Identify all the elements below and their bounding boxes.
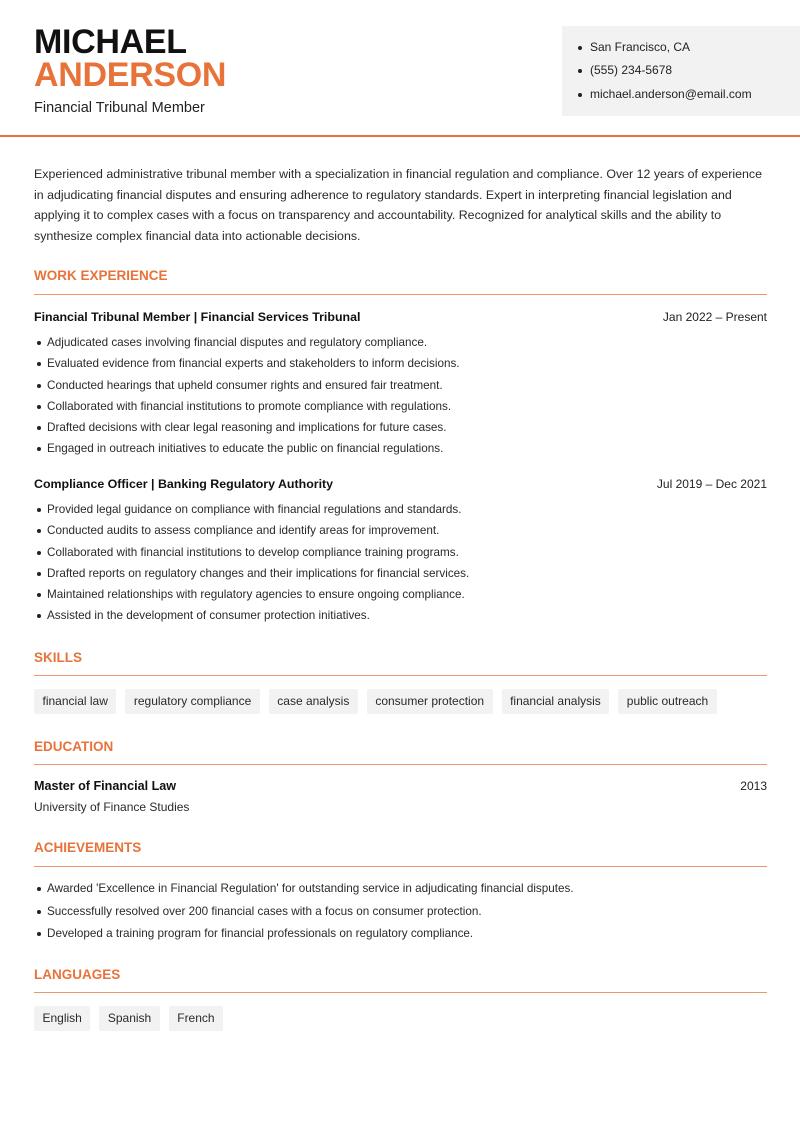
list-item: Drafted reports on regulatory changes and their implications for financial services. [34, 563, 469, 584]
divider [34, 764, 767, 765]
contact-phone: (555) 234-5678 [578, 63, 672, 77]
section-title-achievements: ACHIEVEMENTS [34, 840, 142, 855]
achievement-bullets [34, 878, 574, 946]
list-item: Maintained relationships with regulatory agencies to ensure ongoing compliance. [34, 584, 469, 605]
job-role: Financial Tribunal Member | Financial Services Tribunal [34, 310, 361, 324]
language-tag: Spanish [99, 1006, 159, 1031]
section-title-languages: LANGUAGES [34, 967, 121, 982]
last-name: ANDERSON [34, 56, 227, 94]
school: University of Finance Studies [34, 800, 190, 814]
job-role: Compliance Officer | Banking Regulatory Authority [34, 477, 334, 491]
language-tag: French [169, 1006, 223, 1031]
list-item: Conducted hearings that upheld consumer rights and ensured fair treatment. [34, 375, 460, 396]
list-item: Successfully resolved over 200 financial cases with a focus on consumer protection. [34, 901, 574, 924]
section-title-education: EDUCATION [34, 739, 114, 754]
section-title-work: WORK EXPERIENCE [34, 268, 168, 283]
list-item: Assisted in the development of consumer protection initiatives. [34, 605, 469, 626]
list-item: Provided legal guidance on compliance with financial regulations and standards. [34, 499, 469, 520]
skills-list [34, 689, 717, 714]
job-bullets [34, 332, 460, 460]
section-title-skills: SKILLS [34, 650, 83, 665]
list-item: Developed a training program for financial professionals on regulatory compliance. [34, 923, 574, 946]
skill-tag: financial analysis [502, 689, 610, 714]
job-dates: Jul 2019 – Dec 2021 [656, 477, 767, 491]
skill-tag: financial law [34, 689, 116, 714]
list-item: Collaborated with financial institutions to develop compliance training programs. [34, 542, 469, 563]
degree: Master of Financial Law [34, 779, 177, 793]
skill-tag: case analysis [269, 689, 358, 714]
contact-location: San Francisco, CA [578, 40, 690, 54]
list-item: Evaluated evidence from financial experts and stakeholders to inform decisions. [34, 353, 460, 374]
divider [34, 294, 767, 295]
job-bullets [34, 499, 469, 627]
job-title: Financial Tribunal Member [34, 100, 205, 116]
summary: Experienced administrative tribunal member with a specialization in financial regulation and compliance. Over 12 years of experience in adjudicating financial disputes and ensuring adherence to regulatory standards. Expert in interpreting financial legislation and applying it to complex cases with a focus on transparency and accountability. Recognized for analytical skills and the ability to synthesize complex financial data into actionable decisions. [34, 167, 762, 243]
contact-email: michael.anderson@email.com [578, 87, 752, 101]
resume-header [0, 0, 800, 137]
list-item: Adjudicated cases involving financial disputes and regulatory compliance. [34, 332, 460, 353]
divider [34, 992, 767, 993]
list-item: Collaborated with financial institutions to promote compliance with regulations. [34, 396, 460, 417]
list-item: Drafted decisions with clear legal reasoning and implications for future cases. [34, 417, 460, 438]
skill-tag: consumer protection [367, 689, 493, 714]
list-item: Conducted audits to assess compliance and identify areas for improvement. [34, 520, 469, 541]
languages-list [34, 1006, 223, 1031]
list-item: Awarded 'Excellence in Financial Regulation' for outstanding service in adjudicating financial disputes. [34, 878, 574, 901]
divider [34, 675, 767, 676]
education-year: 2013 [740, 779, 767, 793]
job-dates: Jan 2022 – Present [662, 310, 767, 324]
list-item: Engaged in outreach initiatives to educate the public on financial regulations. [34, 438, 460, 459]
contact-box [562, 26, 800, 116]
skill-tag: regulatory compliance [125, 689, 259, 714]
skill-tag: public outreach [618, 689, 716, 714]
first-name: MICHAEL [34, 23, 187, 61]
divider [34, 866, 767, 867]
language-tag: English [34, 1006, 90, 1031]
